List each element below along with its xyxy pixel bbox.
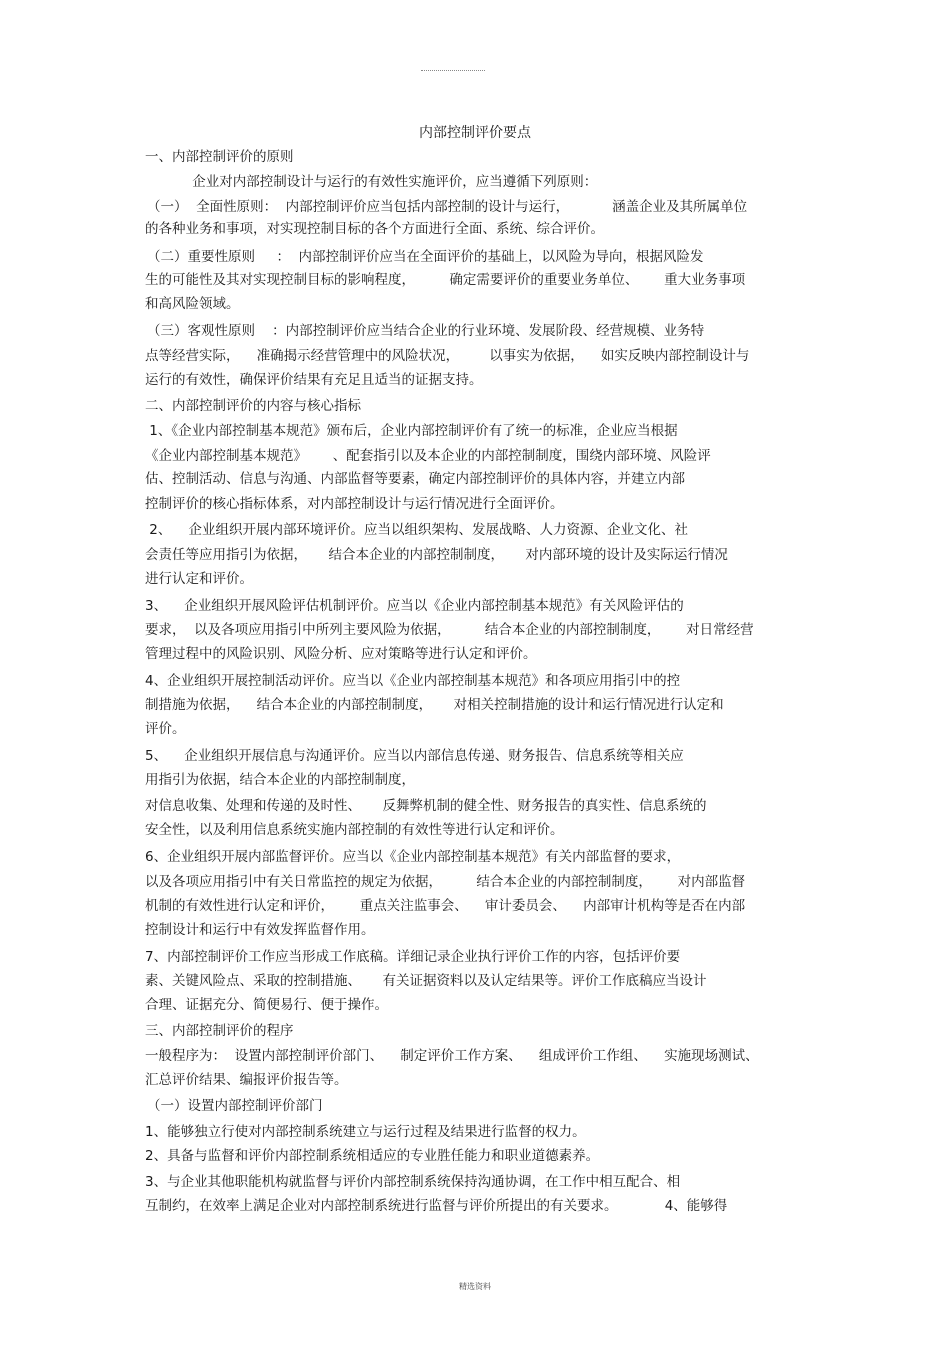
text-line: 合理、证据充分、简便易行、便于操作。 [145, 997, 388, 1013]
text-line: 一、内部控制评价的原则 [145, 149, 294, 165]
text-line: 1、能够独立行使对内部控制系统建立与运行过程及结果进行监督的权力。 [145, 1124, 586, 1140]
text-line: 和高风险领域。 [145, 296, 240, 312]
text-line: 5、 企业组织开展信息与沟通评价。应当以内部信息传递、财务报告、信息系统等相关应 [145, 748, 684, 764]
text-line: （一） 全面性原则： 内部控制评价应当包括内部控制的设计与运行， 涵盖企业及其所属单位 [147, 199, 748, 215]
text-line: 的各种业务和事项，对实现控制目标的各个方面进行全面、系统、综合评价。 [145, 221, 604, 237]
text-line: （二）重要性原则 ： 内部控制评价应当在全面评价的基础上，以风险为导向，根据风险发 [147, 249, 704, 265]
text-line: 4、企业组织开展控制活动评价。应当以《企业内部控制基本规范》和各项应用指引中的控 [145, 673, 681, 689]
text-line: 控制设计和运行中有效发挥监督作用。 [145, 922, 375, 938]
text-line: 素、关键风险点、采取的控制措施、 有关证据资料以及认定结果等。评价工作底稿应当设计 [145, 973, 707, 989]
text-line: 三、内部控制评价的程序 [145, 1023, 294, 1039]
text-line: 互制约，在效率上满足企业对内部控制系统进行监督与评价所提出的有关要求。 4、能够得 [145, 1198, 728, 1214]
text-line: 一般程序为： 设置内部控制评价部门、 制定评价工作方案、 组成评价工作组、 实施现场测试、 [145, 1048, 759, 1064]
text-line: 3、与企业其他职能机构就监督与评价内部控制系统保持沟通协调，在工作中相互配合、相 [145, 1174, 681, 1190]
document-title: 内部控制评价要点 [419, 125, 531, 141]
text-line: 企业对内部控制设计与运行的有效性实施评价，应当遵循下列原则： [145, 174, 598, 190]
text-line: 运行的有效性，确保评价结果有充足且适当的证据支持。 [145, 372, 483, 388]
text-line: 制措施为依据， 结合本企业的内部控制制度， 对相关控制措施的设计和运行情况进行认定和 [145, 697, 724, 713]
text-line: 管理过程中的风险识别、风险分析、应对策略等进行认定和评价。 [145, 646, 537, 662]
text-line: （三）客观性原则 ：内部控制评价应当结合企业的行业环境、发展阶段、经营规模、业务特 [147, 323, 705, 339]
text-line: 2、具备与监督和评价内部控制系统相适应的专业胜任能力和职业道德素养。 [145, 1148, 600, 1164]
text-line: （一）设置内部控制评价部门 [147, 1098, 323, 1114]
text-line: 对信息收集、处理和传递的及时性、 反舞弊机制的健全性、财务报告的真实性、信息系统的 [145, 798, 707, 814]
text-line: 要求， 以及各项应用指引中所列主要风险为依据， 结合本企业的内部控制制度， 对日常经营 [145, 622, 754, 638]
text-line: 生的可能性及其对实现控制目标的影响程度， 确定需要评价的重要业务单位、 重大业务事项 [145, 272, 746, 288]
text-line: 会责任等应用指引为依据， 结合本企业的内部控制制度， 对内部环境的设计及实际运行情况 [145, 547, 728, 563]
text-line: 汇总评价结果、编报评价报告等。 [145, 1072, 348, 1088]
text-line: 进行认定和评价。 [145, 571, 253, 587]
text-line: 安全性，以及利用信息系统实施内部控制的有效性等进行认定和评价。 [145, 822, 564, 838]
text-line: 3、 企业组织开展风险评估机制评价。应当以《企业内部控制基本规范》有关风险评估的 [145, 598, 684, 614]
text-line: 估、控制活动、信息与沟通、内部监督等要素，确定内部控制评价的具体内容，并建立内部 [145, 471, 685, 487]
text-line: 二、内部控制评价的内容与核心指标 [145, 398, 361, 414]
text-line: 2、 企业组织开展内部环境评价。应当以组织架构、发展战略、人力资源、企业文化、社 [145, 522, 689, 538]
text-line: 用指引为依据，结合本企业的内部控制制度， [145, 772, 415, 788]
text-line: 1、《企业内部控制基本规范》颁布后，企业内部控制评价有了统一的标准，企业应当根据 [145, 423, 678, 439]
text-line: 7、内部控制评价工作应当形成工作底稿。详细记录企业执行评价工作的内容，包括评价要 [145, 949, 681, 965]
text-line: 《企业内部控制基本规范》 、配套指引以及本企业的内部控制制度，围绕内部环境、风险评 [145, 448, 711, 464]
text-line: 6、企业组织开展内部监督评价。应当以《企业内部控制基本规范》有关内部监督的要求， [145, 849, 681, 865]
page-footer: 精选资料 [459, 1282, 491, 1291]
text-line: 点等经营实际， 准确揭示经营管理中的风险状况， 以事实为依据， 如实反映内部控制设计与 [145, 348, 750, 364]
text-line: 以及各项应用指引中有关日常监控的规定为依据， 结合本企业的内部控制制度， 对内部监督 [145, 874, 746, 890]
text-line: 机制的有效性进行认定和评价， 重点关注监事会、 审计委员会、 内部审计机构等是否在内部 [145, 898, 746, 914]
text-line: 控制评价的核心指标体系，对内部控制设计与运行情况进行全面评价。 [145, 496, 564, 512]
text-line: 评价。 [145, 721, 186, 737]
header-dotted-rule [421, 70, 485, 71]
